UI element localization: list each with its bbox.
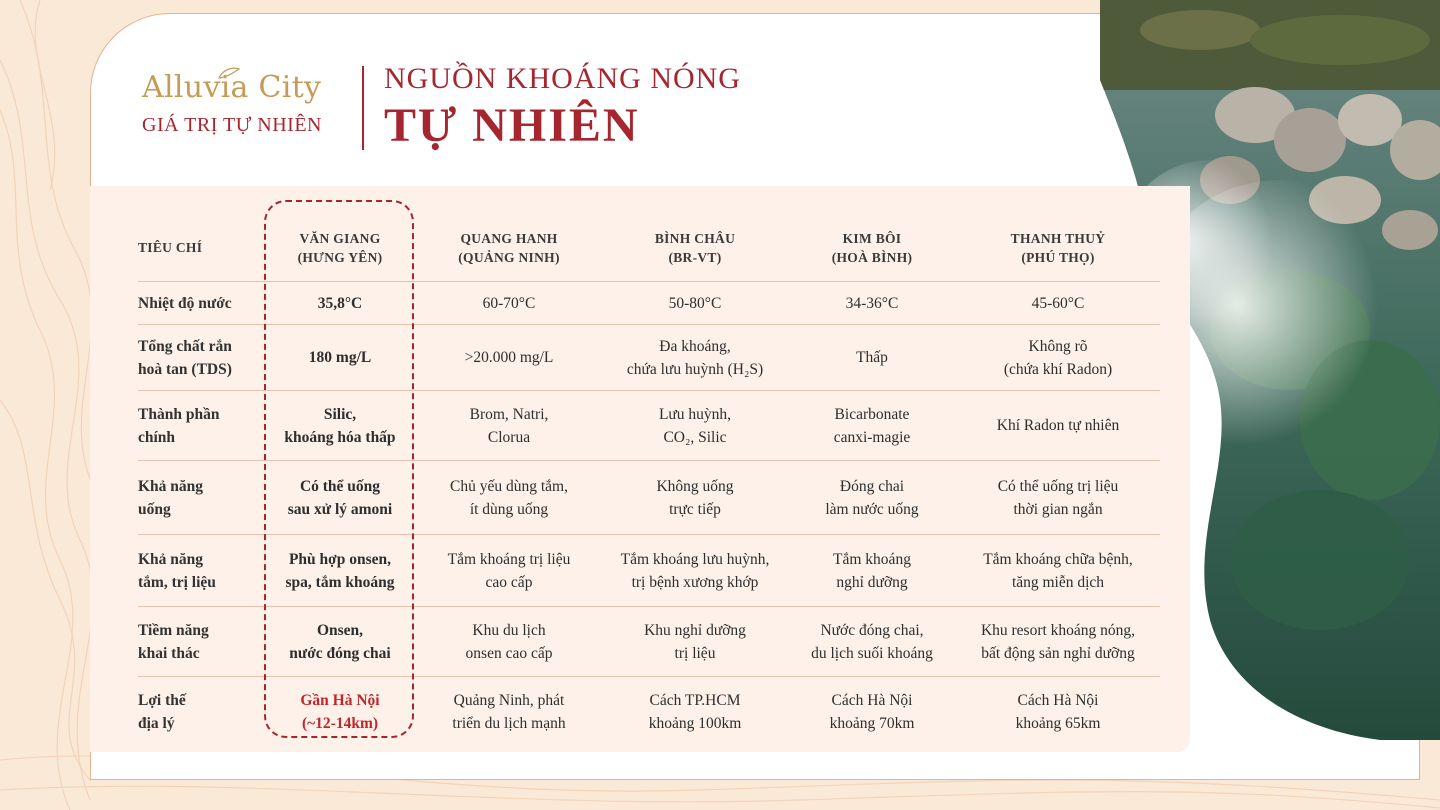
cell-line: CO₂, Silic bbox=[663, 428, 727, 446]
header-quang-hanh bbox=[416, 204, 602, 282]
criteria-cell bbox=[138, 677, 264, 747]
cell-line: Không uống bbox=[656, 477, 734, 495]
criteria-cell bbox=[138, 325, 264, 391]
cell-line: Có thể uống bbox=[299, 477, 381, 495]
cell-line: Nhiệt độ nước bbox=[138, 294, 232, 312]
cell-line: bất động sản nghỉ dưỡng bbox=[981, 644, 1135, 662]
cell-line: Khu resort khoáng nóng, bbox=[980, 621, 1136, 639]
table-cell bbox=[416, 461, 602, 535]
cell-line: làm nước uống bbox=[825, 500, 919, 518]
cell-line: (chứa khí Radon) bbox=[1003, 360, 1113, 378]
cell-line: Cách Hà Nội bbox=[831, 691, 913, 709]
table-cell bbox=[788, 677, 956, 747]
header-line: VĂN GIANG bbox=[299, 230, 381, 246]
cell-line: Quảng Ninh, phát bbox=[453, 691, 565, 709]
cell-line: trị bệnh xương khớp bbox=[631, 573, 759, 591]
table-cell bbox=[602, 391, 788, 461]
cell-line: Khả năng bbox=[138, 477, 204, 495]
cell-line: trực tiếp bbox=[669, 500, 721, 518]
header-line: KIM BÔI bbox=[842, 230, 902, 246]
cell-line: khoảng 70km bbox=[829, 714, 915, 732]
cell-line: Tắm khoáng trị liệu bbox=[447, 550, 571, 568]
cell-line: Đóng chai bbox=[839, 477, 905, 495]
table-cell bbox=[602, 325, 788, 391]
table-cell bbox=[788, 461, 956, 535]
brand-name: Alluvia City bbox=[142, 70, 322, 105]
cell-line: Không rõ bbox=[1028, 337, 1088, 355]
criteria-cell bbox=[138, 461, 264, 535]
cell-line: du lịch suối khoáng bbox=[811, 644, 933, 662]
cell-line: chứa lưu huỳnh (H₂S) bbox=[626, 360, 764, 378]
cell-line: khai thác bbox=[138, 644, 200, 662]
table-cell bbox=[416, 282, 602, 325]
cell-line: canxi-magie bbox=[833, 428, 911, 446]
brand-tagline: GIÁ TRỊ TỰ NHIÊN bbox=[142, 114, 322, 136]
cell-line: Tiềm năng bbox=[138, 621, 209, 639]
cell-line: Phù hợp onsen, bbox=[288, 550, 392, 568]
cell-line: ít dùng uống bbox=[469, 500, 549, 518]
table-cell bbox=[956, 325, 1160, 391]
cell-line: Khu nghỉ dưỡng bbox=[644, 621, 746, 639]
header-line: (PHÚ THỌ) bbox=[1021, 249, 1095, 265]
table-cell bbox=[416, 607, 602, 677]
brand-block bbox=[142, 70, 322, 137]
cell-line: 45-60°C bbox=[1031, 294, 1085, 312]
header-criteria bbox=[138, 204, 264, 282]
table-cell bbox=[602, 282, 788, 325]
cell-line: Chủ yếu dùng tắm, bbox=[450, 477, 568, 495]
cell-line: cao cấp bbox=[485, 573, 533, 591]
table-cell bbox=[602, 461, 788, 535]
highlight-column-frame bbox=[264, 200, 414, 738]
cell-line: Tắm khoáng bbox=[833, 550, 911, 568]
cell-line: Cách TP.HCM bbox=[649, 691, 741, 709]
cell-line: tăng miễn dịch bbox=[1011, 573, 1105, 591]
cell-line: nước đóng chai bbox=[289, 644, 391, 662]
cell-line: Gần Hà Nội bbox=[300, 691, 380, 709]
table-cell bbox=[416, 535, 602, 607]
cell-line: (~12-14km) bbox=[301, 714, 379, 732]
header-line: BÌNH CHÂU bbox=[654, 230, 736, 246]
cell-line: thời gian ngắn bbox=[1013, 500, 1103, 518]
cell-line: Silic, bbox=[323, 405, 357, 423]
header-thanh-thuy bbox=[956, 204, 1160, 282]
cell-line: 60-70°C bbox=[482, 294, 536, 312]
cell-line: Thấp bbox=[856, 349, 888, 366]
cell-line: 180 mg/L bbox=[308, 349, 372, 366]
table-cell bbox=[788, 391, 956, 461]
table-cell bbox=[788, 607, 956, 677]
table-cell bbox=[956, 535, 1160, 607]
cell-line: Clorua bbox=[487, 428, 531, 446]
cell-line: Brom, Natri, bbox=[469, 405, 549, 423]
table-cell bbox=[416, 391, 602, 461]
criteria-cell bbox=[138, 282, 264, 325]
table-cell bbox=[416, 677, 602, 747]
header-line: (HƯNG YÊN) bbox=[297, 249, 383, 265]
cell-line: 34-36°C bbox=[845, 294, 899, 312]
cell-line: Tắm khoáng lưu huỳnh, bbox=[620, 550, 770, 568]
table-cell bbox=[602, 535, 788, 607]
criteria-cell bbox=[138, 607, 264, 677]
cell-line: onsen cao cấp bbox=[465, 644, 553, 662]
cell-line: chính bbox=[138, 428, 176, 446]
header-line: (HOÀ BÌNH) bbox=[831, 249, 913, 265]
table-cell bbox=[956, 282, 1160, 325]
table-cell bbox=[788, 282, 956, 325]
criteria-cell bbox=[138, 391, 264, 461]
header-binh-chau bbox=[602, 204, 788, 282]
cell-line: Khí Radon tự nhiên bbox=[996, 417, 1120, 434]
title-line-1: NGUỒN KHOÁNG NÓNG bbox=[384, 62, 741, 95]
cell-line: Tổng chất rắn bbox=[138, 337, 232, 355]
table-cell bbox=[788, 535, 956, 607]
cell-line: uống bbox=[138, 500, 171, 518]
table-cell bbox=[956, 391, 1160, 461]
header-line: (BR-VT) bbox=[668, 249, 722, 265]
cell-line: Bicarbonate bbox=[834, 405, 910, 423]
cell-line: >20.000 mg/L bbox=[464, 349, 554, 366]
cell-line: Có thể uống trị liệu bbox=[997, 477, 1119, 495]
cell-line: Khu du lịch bbox=[472, 621, 546, 639]
header-line: THANH THUỶ bbox=[1010, 230, 1106, 246]
cell-line: Thành phần bbox=[138, 405, 220, 423]
brand-logo-leaf-icon bbox=[218, 66, 240, 80]
cell-line: Nước đóng chai, bbox=[820, 621, 924, 639]
table-cell bbox=[788, 325, 956, 391]
cell-line: Lưu huỳnh, bbox=[658, 405, 732, 423]
cell-line: hoà tan (TDS) bbox=[138, 360, 232, 378]
cell-line: Lợi thế bbox=[138, 691, 186, 709]
criteria-cell bbox=[138, 535, 264, 607]
cell-line: Onsen, bbox=[316, 621, 364, 639]
cell-line: địa lý bbox=[138, 714, 175, 732]
table-cell bbox=[602, 677, 788, 747]
cell-line: nghỉ dưỡng bbox=[836, 573, 908, 591]
table-cell bbox=[602, 607, 788, 677]
page-title bbox=[384, 60, 741, 154]
cell-line: triển du lịch mạnh bbox=[452, 714, 566, 732]
cell-line: sau xử lý amoni bbox=[287, 500, 393, 518]
table-cell bbox=[416, 325, 602, 391]
cell-line: khoảng 65km bbox=[1015, 714, 1101, 732]
cell-line: khoảng 100km bbox=[648, 714, 742, 732]
cell-line: 35,8°C bbox=[317, 294, 363, 312]
cell-line: Khả năng bbox=[138, 550, 204, 568]
cell-line: khoáng hóa thấp bbox=[284, 428, 396, 446]
cell-line: trị liệu bbox=[674, 644, 716, 662]
table-cell bbox=[956, 677, 1160, 747]
cell-line: Đa khoáng, bbox=[659, 337, 731, 355]
cell-line: Tắm khoáng chữa bệnh, bbox=[983, 550, 1133, 568]
table-cell bbox=[956, 607, 1160, 677]
cell-line: 50-80°C bbox=[668, 294, 722, 312]
header-divider bbox=[362, 66, 364, 150]
header-kim-boi bbox=[788, 204, 956, 282]
header-line: QUANG HANH bbox=[460, 230, 558, 246]
header-line: TIÊU CHÍ bbox=[138, 240, 203, 255]
cell-line: spa, tắm khoáng bbox=[285, 573, 395, 591]
cell-line: Cách Hà Nội bbox=[1017, 691, 1099, 709]
table-cell bbox=[956, 461, 1160, 535]
title-line-2: TỰ NHIÊN bbox=[384, 99, 640, 152]
header-line: (QUẢNG NINH) bbox=[458, 249, 560, 265]
cell-line: tắm, trị liệu bbox=[138, 573, 216, 591]
